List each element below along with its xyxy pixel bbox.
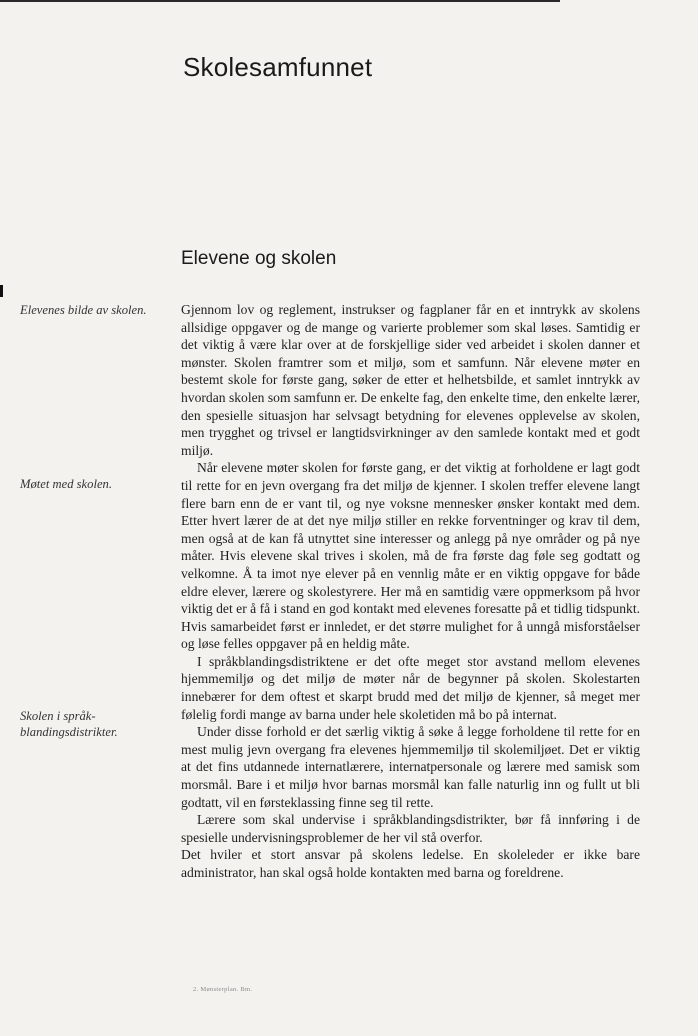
page-title: Skolesamfunnet [183, 52, 373, 82]
paragraph: Lærere som skal undervise i språkblandingsdistrikter, bør få innføring i de spesielle undervisningsproblemer de her vil stå overfor. [181, 812, 640, 845]
margin-mark [0, 285, 3, 297]
section-heading: Elevene og skolen [181, 248, 337, 269]
paragraph: Det hviler et stort ansvar på skolens ledelse. En skoleleder er ikke bare administrator, han skal også holde kontakten med barna og foreldrene. [181, 847, 640, 880]
paragraph: Under disse forhold er det særlig viktig å søke å legge forholdene til rette for en mest mulig jevn overgang fra elevenes hjemmemiljø til skolemiljøet. Det er viktig at det fins utdannede internatlærere, internatpersonale og lærere med samisk som morsmål. Bare i et miljø hvor barnas morsmål kan falle naturlig inn og fullt ut bli godtatt, vil en førsteklassing finne seg til rette. [181, 724, 640, 810]
paragraph: Gjennom lov og reglement, instrukser og fagplaner får en et inntrykk av skolens allsidige oppgaver og de mange og varierte problemer som skal løses. Samtidig er det viktig å være klar over at de forskjellige sider ved arbeidet i skolen danner et mønster. Skolen framtrer som et miljø, som et samfunn. Når elevene møter en bestemt skole for første gang, søker de etter et helhetsbilde, et samlet inntrykk av hvordan skolen som samfunn er. De enkelte fag, den enkelte time, den enkelte lærer, den spesielle situasjon har selvsagt betydning for elevenes opplevelse av skolen, men trygghet og trivsel er langtidsvirkninger av den samlede kontakt med et godt miljø. [181, 302, 640, 458]
paragraph: Når elevene møter skolen for første gang, er det viktig at forholdene er lagt godt til rette for en jevn overgang fra det miljø de kjenner. I skolen treffer elevene langt flere barn enn de er vant til, og nye voksne mennesker ønsker kontakt med dem. Etter hvert lærer de at det nye miljø stiller en rekke forventninger og krav til dem, men også at de kan få utnyttet sine interesser og anlegg på nye områder og på nye måter. Hvis elevene skal trives i skolen, må de fra første dag føle seg godtatt og velkomne. Å ta imot nye elever på en vennlig måte er en viktig oppgave for både eldre elever, lærere og skolestyrere. Her må en samtidig være oppmerksom på hvor viktig det er å få i stand en god kontakt med elevenes foresatte på et tidlig tidspunkt. Hvis samarbeidet først er innledet, er det større mulighet for å unngå misforståelser og løse felles oppgaver på en heldig måte. [181, 460, 640, 652]
top-rule [0, 0, 560, 2]
footer-note: 2. Mønsterplan. Bm. [193, 986, 253, 993]
body-text [181, 301, 640, 882]
margin-note-sprakblanding: Skolen i språk-blandingsdistrikter. [20, 709, 118, 739]
paragraph: I språkblandingsdistriktene er det ofte meget stor avstand mellom elevenes hjemmemiljø og det miljø de møter når de begynner på skolen. Skolestarten innebærer for dem oftest et skarpt brudd med det miljø de kjenner, så meget mer følelig fordi mange av barna under hele skoletiden må bo på internat. [181, 653, 640, 722]
margin-note-elevenes-bilde: Elevenes bilde av skolen. [20, 303, 147, 317]
margin-note-motet: Møtet med skolen. [20, 477, 112, 491]
